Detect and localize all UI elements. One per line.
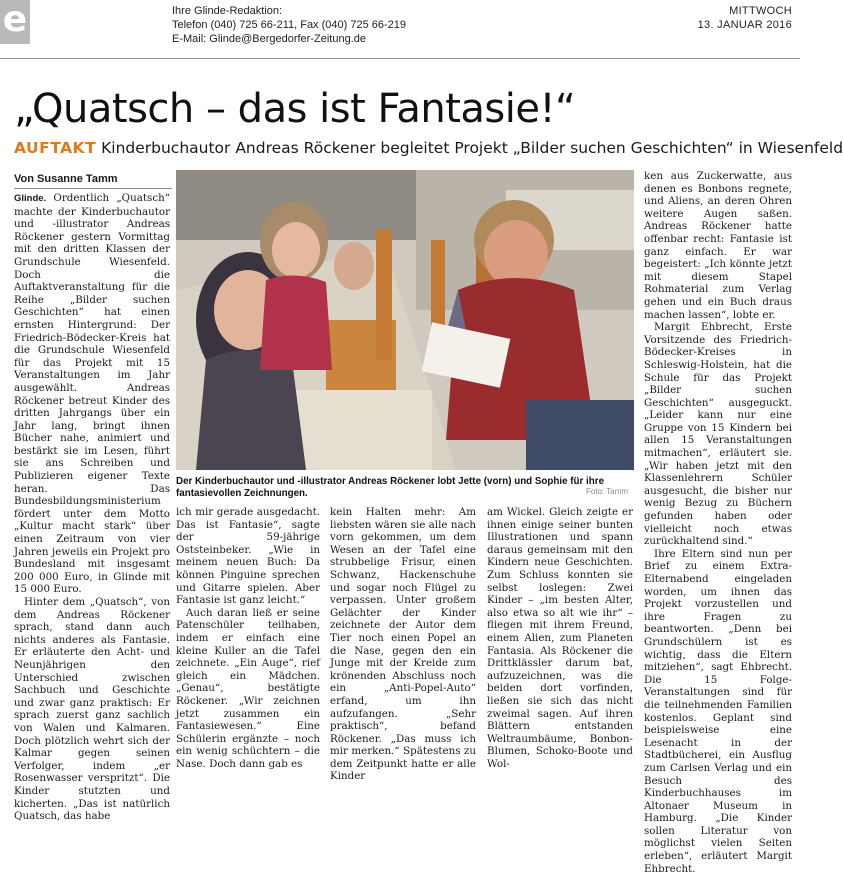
paragraph-text: Ordentlich „Quatsch“ machte der Kinderbuchautor und -illustrator Andreas Röckener gestern Vormittag mit den dritten Klassen der Grundschule Wiesenfeld. Doch die Auftaktveranstaltung für die Reihe „Bilder suchen Geschichten“ hat einen ernsten Hintergrund: Der Friedrich-Bödecker-Kreis hat die Grundschule Wiesenfeld für das Projekt mit 15 Veranstaltungen im Jahr ausgewählt. Andreas Röckener betreut Kinder des dritten Jahrgangs über ein Jahr lang, bringt ihnen Bücher nahe, animiert und bestärkt sie im Lesen, führt sie ans Schreiben und Publizieren eigener Texte heran. Das Bundesbildungsministerium fördert unter dem Motto „Kultur macht stark“ über einen Zeitraum von vier Jahren jeweils ein Projekt pro Bundesland mit insgesamt 200 000 Euro, in Glinde mit 15 000 Euro.: [14, 192, 170, 596]
header-rule: [0, 58, 800, 59]
paragraph: kein Halten mehr: Am liebsten wären sie alle nach vorn gekommen, um dem Wesen an der Tafel eine strubbelige Frisur, einen Schwanz, Hackenschuhe und sogar noch Flügel zu verpassen. Unter großem Gelächter der Kinder zeichnete der Autor dem Tier noch einen Popel an die Nase, gegen den ein Junge mit der Kreide zum krönenden Abschluss noch ein „Anti-Popel-Auto“ erfand, um ihn aufzufangen. „Sehr praktisch“, befand Röckener. „Das muss ich mir merken.“ Spätestens zu dem Zeitpunkt hatte er alle Kinder: [330, 506, 476, 783]
paragraph: [14, 192, 170, 596]
article-column-5: [644, 170, 792, 875]
paragraph: Hinter dem „Quatsch“, von dem Andreas Röckener sprach, stand dann auch nichts anderes als Fantasie. Er erläuterte den Acht- und Neunjährigen den Unterschied zwischen Sachbuch und Geschichte und zwar ganz praktisch: Er sprach zuerst ganz sachlich von Walen und Kalmaren. Doch plötzlich wehrt sich der Kalmar gegen seinen Verfolger, indem „er Rosenwasser verspritzt“. Die Kinder stutzten und kicherten. „Das ist natürlich Quatsch, das habe: [14, 596, 170, 823]
date: 13. JANUAR 2016: [697, 19, 792, 31]
headline: „Quatsch – das ist Fantasie!“: [14, 86, 576, 132]
dateline: Glinde.: [14, 193, 47, 204]
article-column-4: [487, 506, 633, 770]
article-column-3: [330, 506, 476, 783]
photo-credit: Foto: Tamm: [586, 487, 629, 496]
paragraph: ich mir gerade ausgedacht. Das ist Fantasie“, sagte der 59-jährige Oststeinbeker. „Wie in meinem neuen Buch: Da können Pinguine sprechen und Gitarre spielen. Aber Fantasie ist ganz leicht.“: [176, 506, 320, 607]
article-column-2: [176, 506, 320, 770]
article-photo: [176, 170, 634, 470]
photo-caption: Der Kinderbuchautor und -illustrator Andreas Röckener lobt Jette (vorn) und Sophie für ihre fantasievollen Zeichnungen.: [176, 476, 605, 499]
article-column-1: [14, 192, 170, 823]
issue-date: [698, 4, 792, 32]
subheadline-text: Kinderbuchautor Andreas Röckener begleitet Projekt „Bilder suchen Geschichten“ in Wiesenfeld: [101, 139, 843, 157]
byline: Von Susanne Tamm: [14, 172, 172, 189]
contact-line: E-Mail: Glinde@Bergedorfer-Zeitung.de: [172, 33, 366, 45]
kicker: AUFTAKT: [14, 139, 97, 157]
contact-line: Telefon (040) 725 66-211, Fax (040) 725 66-219: [172, 19, 407, 31]
paragraph: am Wickel. Gleich zeigte er ihnen einige seiner bunten Illustrationen und spann daraus gemeinsam mit den Kindern neue Geschichten. Zum Schluss konnten sie selbst loslegen: Zwei Kinder – „im besten Alter, also etwa so alt wie ihr“ – fliegen mit ihrem Freund, einem Alien, zum Planeten Fantasia. Als Röckener die Drittklässler darum bat, aufzuzeichnen, was die beiden dort vorfinden, ließen sie sich das nicht zweimal sagen. Auf ihren Blättern entstanden Weltraumbäume, Bonbon-Blumen, Schoko-Boote und Wol-: [487, 506, 633, 770]
section-logo: e: [0, 0, 30, 44]
subheadline: [14, 138, 843, 158]
page-header: [0, 0, 800, 64]
editorial-contact: [172, 4, 406, 46]
contact-line: Ihre Glinde-Redaktion:: [172, 5, 283, 17]
paragraph: Ihre Eltern sind nun per Brief zu einem Extra-Elternabend eingeladen worden, um ihnen das Projekt vorzustellen und ihre Fragen zu beantworten. „Denn bei Grundschülern ist es wichtig, dass die Eltern mitziehen“, sagt Ehbrecht. Die 15 Folge-Veranstaltungen sind für die teilnehmenden Familien kostenlos. Geplant sind beispielsweise eine Lesenacht in der Stadtbücherei, ein Ausflug zum Carlsen Verlag und ein Besuch des Kinderbuchhauses im Altonaer Museum in Hamburg. „Die Kinder sollen Literatur von möglichst vielen Seiten erleben“, erläutert Margit Ehbrecht.: [644, 547, 792, 875]
paragraph: Margit Ehbrecht, Erste Vorsitzende des Friedrich-Bödecker-Kreises in Schleswig-Holstein, hat die Schule für das Projekt „Bilder suchen Geschichten“ ausgeguckt. „Leider kann nur eine Gruppe von 15 Kindern bei allen 15 Veranstaltungen mitmachen“, erläutert sie. „Wir haben jetzt mit den Klassenlehrern Schüler ausgesucht, die bisher nur wenig Bezug zu Büchern gefunden haben oder vielleicht noch etwas zurückhaltend sind.“: [644, 321, 792, 548]
weekday: MITTWOCH: [729, 5, 792, 17]
paragraph: ken aus Zuckerwatte, aus denen es Bonbons regnete, und Aliens, an deren Ohren weitere Augen saßen. Andreas Röckener hatte offenbar recht: Fantasie ist ganz einfach. Er war begeistert: „Ich könnte jetzt mit diesem Stapel Rohmaterial zum Verlag gehen und ein Buch draus machen lassen“, lobte er.: [644, 170, 792, 321]
paragraph: Auch daran ließ er seine Patenschüler teilhaben, indem er einfach eine kleine Kuller an die Tafel zeichnete. „Ein Auge“, rief gleich ein Mädchen. „Genau“, bestätigte Röckener. „Wir zeichnen jetzt zusammen ein Fantasiewesen.“ Eine Schülerin ergänzte – noch ein wenig schüchtern – die Nase. Doch dann gab es: [176, 606, 320, 770]
